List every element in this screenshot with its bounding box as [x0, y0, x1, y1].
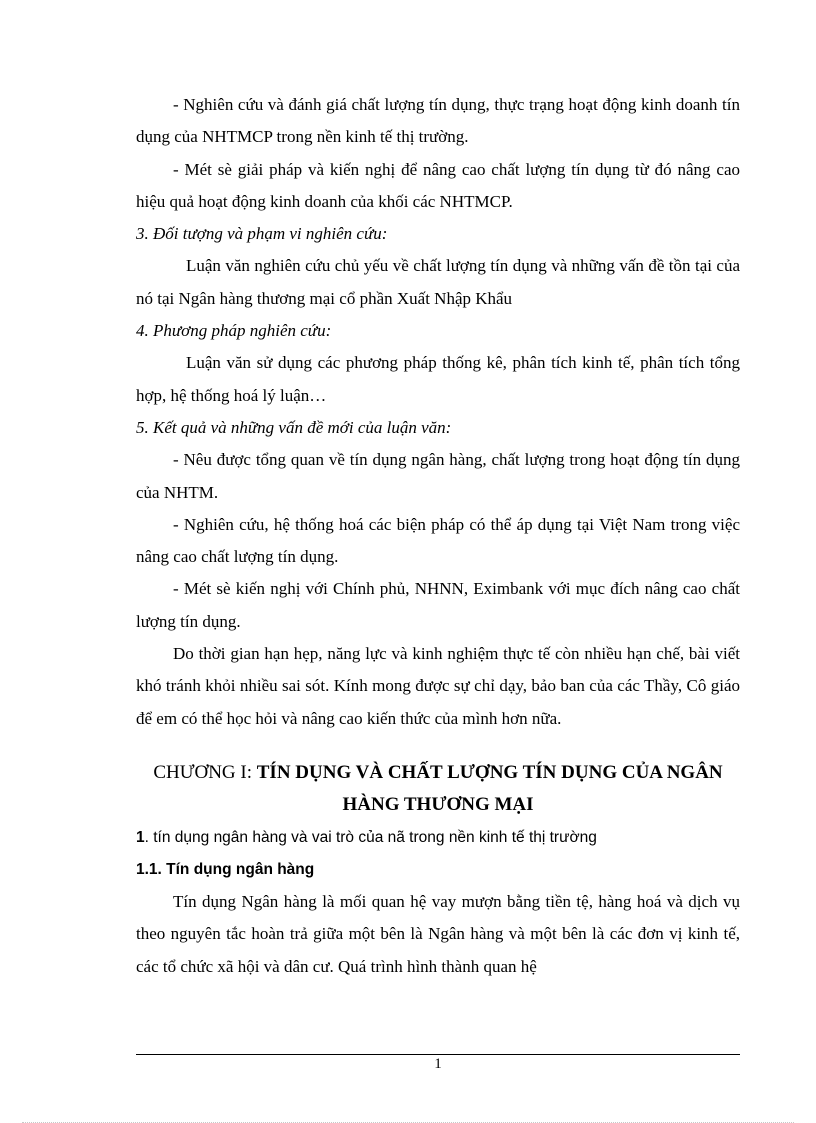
section-1-number: 1	[136, 828, 145, 846]
footer-rule	[136, 1054, 740, 1055]
heading-scope: 3. Đối tượng và phạm vi nghiên cứu:	[136, 224, 388, 244]
paragraph-scope: Luận văn nghiên cứu chủ yếu về chất lượng tín dụng và những vấn đề tồn tại của nó tại Ngân hàng thương mại cổ phần Xuất Nhập Khẩu	[136, 256, 740, 308]
paragraph-result-measures: - Nghiên cứu, hệ thống hoá các biện pháp có thể áp dụng tại Việt Nam trong việc nâng cao chất lượng tín dụng.	[136, 514, 740, 567]
paragraph-research-goal: - Nghiên cứu và đánh giá chất lượng tín dụng, thực trạng hoạt động kinh doanh tín dụng của NHTMCP trong nền kinh tế thị trường.	[136, 95, 740, 147]
paragraph-methods: Luận văn sử dụng các phương pháp thống kê, phân tích kinh tế, phân tích tổng hợp, hệ thống hoá lý luận…	[136, 353, 740, 405]
paragraph-result-overview: - Nêu được tổng quan về tín dụng ngân hàng, chất lượng trong hoạt động tín dụng của NHTM.	[136, 450, 740, 502]
chapter-title: TÍN DỤNG VÀ CHẤT LƯỢNG TÍN DỤNG CỦA NGÂN HÀNG THƯƠNG MẠI	[256, 761, 723, 816]
paragraph-bank-credit: Tín dụng Ngân hàng là mối quan hệ vay mượn bằng tiền tệ, hàng hoá và dịch vụ theo nguyên tắc hoàn trả giữa một bên là Ngân hàng và một bên là các đơn vị kinh tế, các tổ chức xã hội và dân cư. Quá trình hình thành quan hệ	[136, 892, 740, 976]
paragraph-closing: Do thời gian hạn hẹp, năng lực và kinh nghiệm thực tế còn nhiều hạn chế, bài viết khó tránh khỏi nhiều sai sót. Kính mong được sự chỉ dạy, bảo ban của các Thầy, Cô giáo để em có thể học hỏi và nâng cao kiến thức của mình hơn nữa.	[136, 644, 740, 728]
page-number: 1	[434, 1056, 442, 1072]
section-1-text: . tín dụng ngân hàng và vai trò của nã trong nền kinh tế thị trường	[144, 828, 597, 846]
chapter-prefix: CHƯƠNG I:	[153, 761, 257, 783]
chapter-heading	[136, 757, 740, 822]
heading-methods: 4. Phương pháp nghiên cứu:	[136, 321, 332, 341]
heading-results: 5. Kết quả và những vấn đề mới của luận văn:	[136, 417, 452, 437]
section-heading-1-1: 1.1. Tín dụng ngân hàng	[136, 860, 315, 878]
body-text	[136, 89, 740, 983]
paragraph-solutions-goal: - Mét sè giải pháp và kiến nghị để nâng cao chất lượng tín dụng từ đó nâng cao hiệu quả hoạt động kinh doanh của khối các NHTMCP.	[136, 159, 740, 211]
section-heading-1	[136, 822, 740, 854]
paragraph-result-recommendations: - Mét sè kiến nghị với Chính phủ, NHNN, Eximbank với mục đích nâng cao chất lượng tín dụng.	[136, 579, 740, 631]
